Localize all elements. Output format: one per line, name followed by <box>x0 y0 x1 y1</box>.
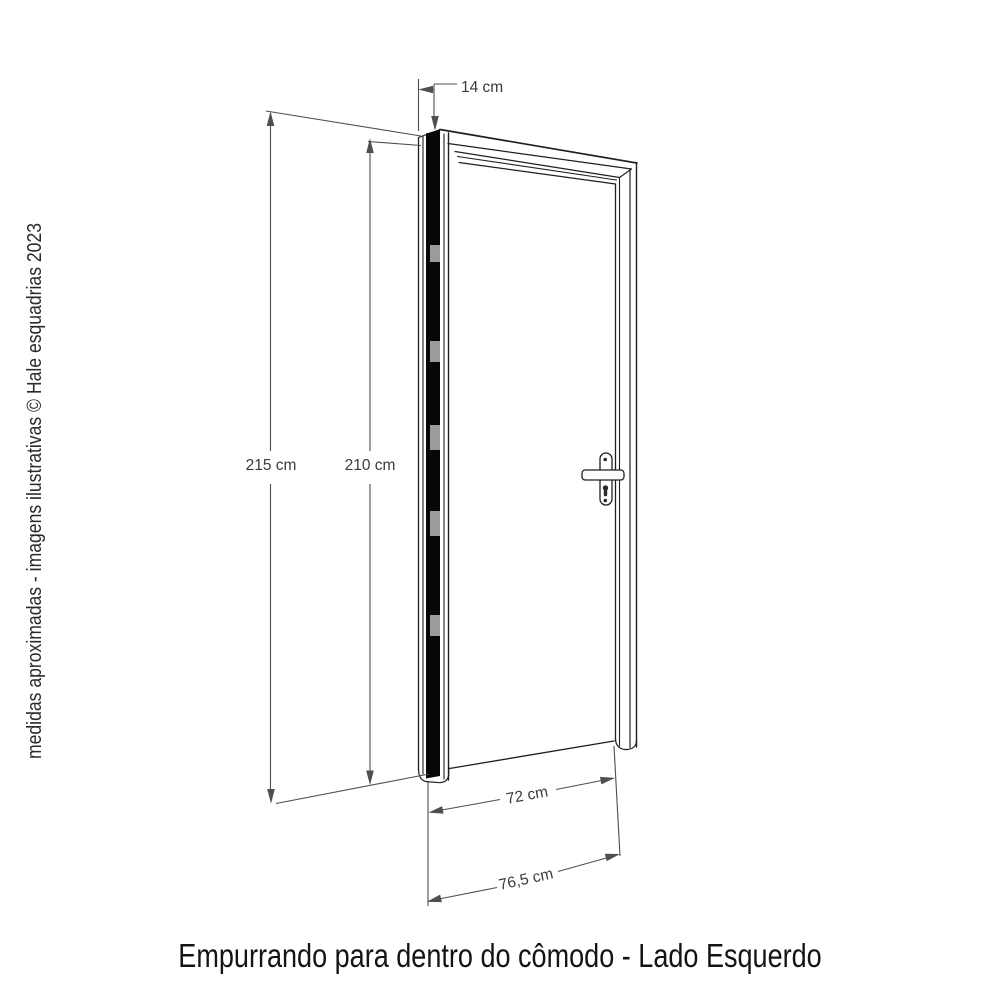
dimension-label-76-5cm: 76,5 cm <box>497 865 555 894</box>
door-leaf <box>450 163 616 769</box>
dimension-210cm <box>345 141 421 784</box>
dimension-label-14cm: 14 cm <box>461 79 504 96</box>
dimension-label-72cm: 72 cm <box>504 783 550 808</box>
handle-screw-bottom <box>604 499 608 503</box>
watermark-text: medidas aproximadas - imagens ilustrativas © Hale esquadrias 2023 <box>22 222 46 760</box>
door-handle <box>582 453 624 505</box>
dimension-76-5cm <box>428 851 619 904</box>
hinge-gap-shading <box>426 130 440 779</box>
dimension-label-215cm: 215 cm <box>245 457 297 474</box>
dimension-215cm <box>246 111 429 804</box>
handle-screw-top <box>603 458 607 462</box>
handle-lever <box>582 470 624 480</box>
dimension-14cm <box>419 79 504 131</box>
caption: Empurrando para dentro do cômodo - Lado Esquerdo <box>178 938 822 975</box>
dimension-label-210cm: 210 cm <box>344 457 396 474</box>
